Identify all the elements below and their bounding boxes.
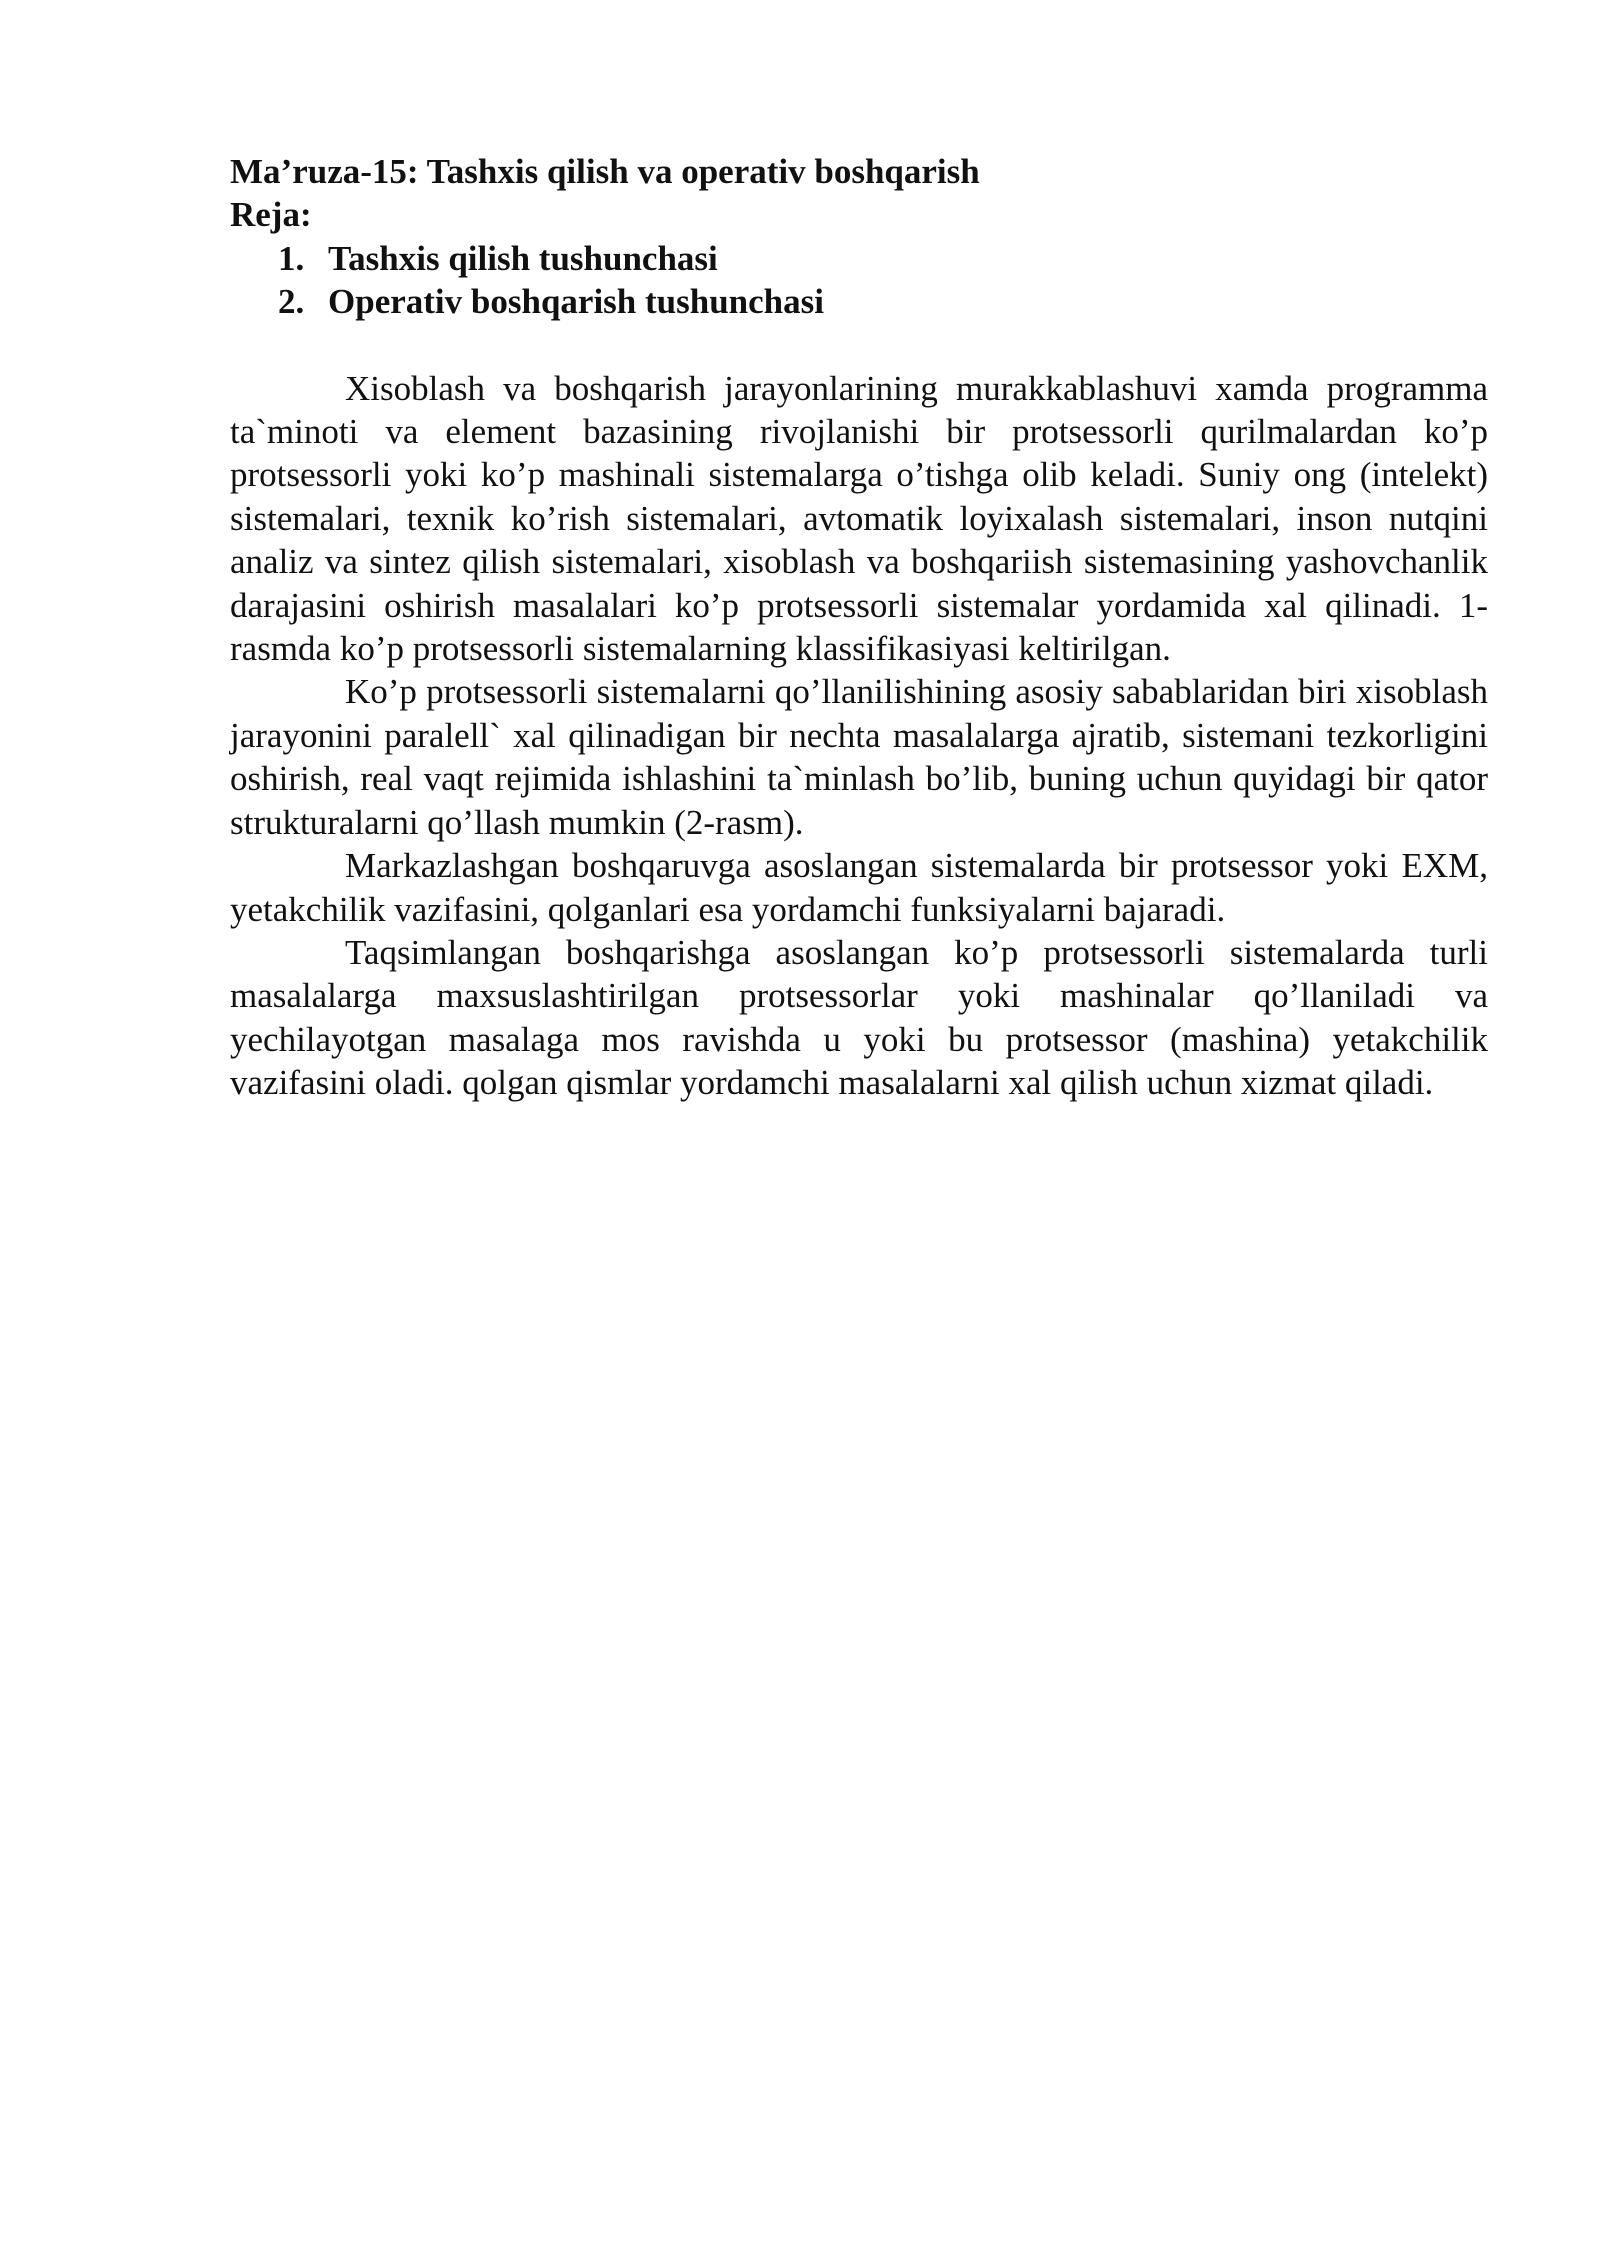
section-spacer (230, 324, 1488, 367)
plan-item (230, 280, 1488, 323)
body-paragraph: Taqsimlangan boshqarishga asoslangan ko’p protsessorli sistemalarda turli masalalarga maxsuslashtirilgan protsessorlar yoki mashinalar qo’llaniladi va yechilayotgan masalaga mos ravishda u yoki bu protsessor (mashina) yetakchilik vazifasini oladi. qolgan qismlar yordamchi masalalarni xal qilish uchun xizmat qiladi. (230, 932, 1488, 1103)
body-paragraph: Markazlashgan boshqaruvga asoslangan sistemalarda bir protsessor yoki EXM, yetakchilik vazifasini, qolganlari esa yordamchi funksiyalarni bajaradi. (230, 846, 1488, 929)
plan-list (230, 237, 1488, 324)
body-paragraph: Ko’p protsessorli sistemalarni qo’llanilishining asosiy sabablaridan biri xisoblash jarayonini paralell` xal qilinadigan bir nechta masalalarga ajratib, sistemani tezkorligini oshirish, real vaqt rejimida ishlashini ta`minlash bo’lib, buning uchun quyidagi bir qator strukturalarni qo’llash mumkin (2-rasm). (230, 672, 1488, 842)
plan-label: Reja: (230, 195, 312, 235)
plan-item-text: Operativ boshqarish tushunchasi (328, 282, 824, 322)
plan-item-text: Tashxis qilish tushunchasi (328, 238, 718, 278)
lecture-title: Ma’ruza-15: Tashxis qilish va operativ boshqarish (230, 152, 980, 191)
plan-item (230, 237, 1488, 280)
document-page (230, 150, 1488, 1105)
body-paragraph: Xisoblash va boshqarish jarayonlarining murakkablashuvi xamda programma ta`minoti va element bazasining rivojlanishi bir protsessorli qurilmalardan ko’p protsessorli yoki ko’p mashinali sistemalarga o’tishga olib keladi. Suniy ong (intelekt) sistemalari, texnik ko’rish sistemalari, avtomatik loyixalash sistemalari, inson nutqini analiz va sintez qilish sistemalari, xisoblash va boshqariish sistemasining yashovchanlik darajasini oshirish masalalari ko’p protsessorli sistemalar yordamida xal qilinadi. 1-rasmda ko’p protsessorli sistemalarning klassifikasiyasi keltirilgan. (230, 368, 1488, 669)
plan-item-number: 2. (278, 282, 305, 322)
plan-item-number: 1. (278, 238, 305, 278)
